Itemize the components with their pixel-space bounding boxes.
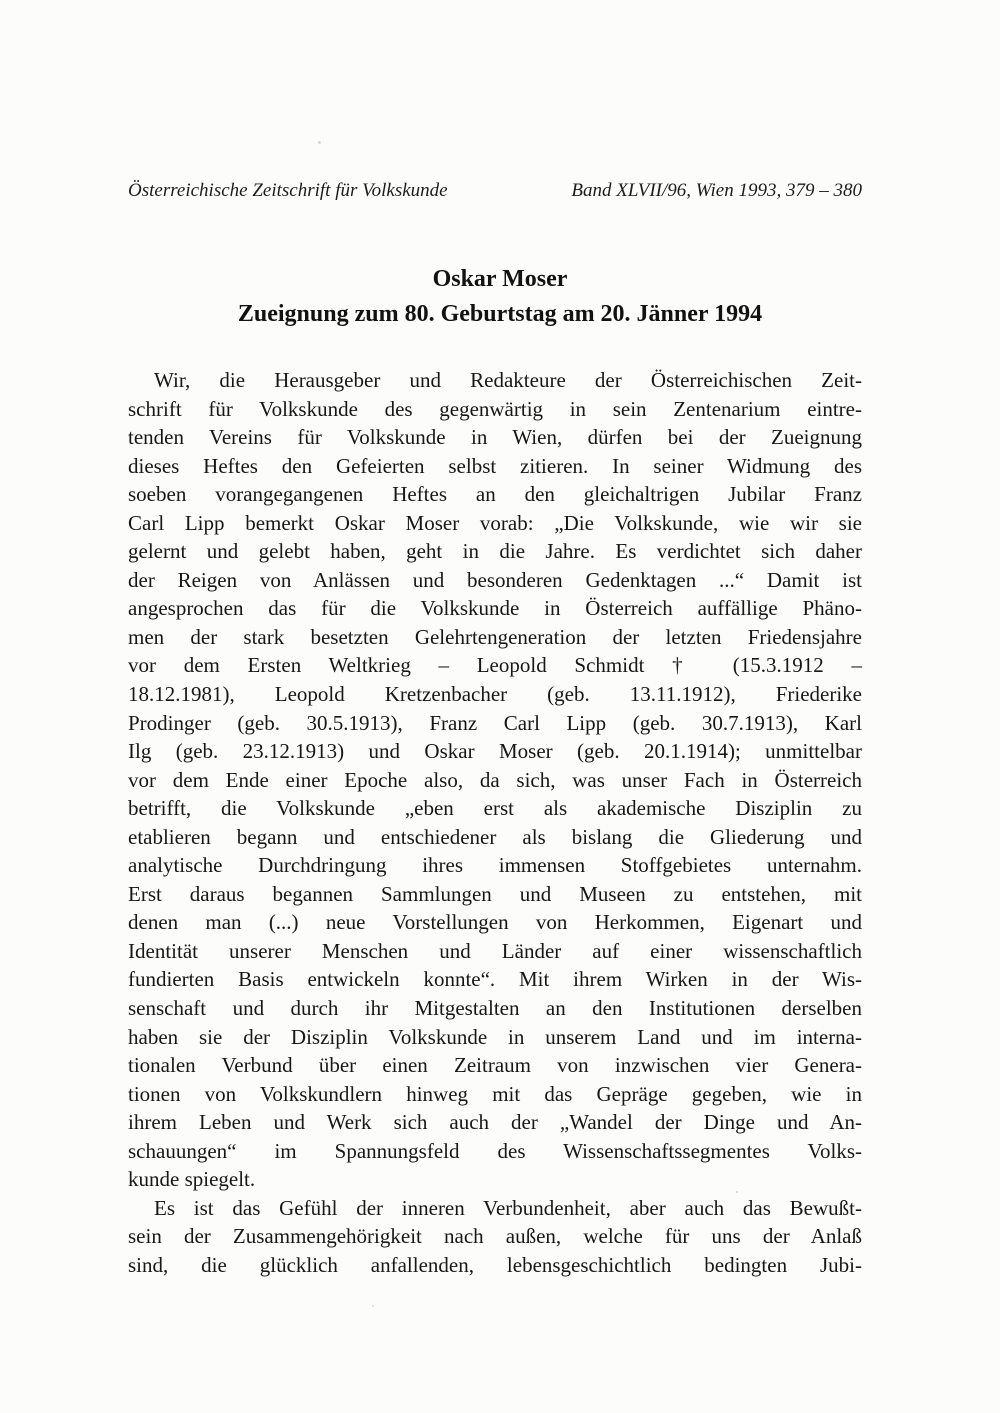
text-line: tionen von Volkskundlern hinweg mit das Gepräge gegeben, wie in xyxy=(128,1081,862,1106)
text-line: analytische Durchdringung ihres immensen Stoffgebietes unternahm. xyxy=(128,853,862,878)
volume-info: Band XLVII/96, Wien 1993, 379 – 380 xyxy=(571,180,862,201)
text-line: senschaft und durch ihr Mitgestalten an den Institutionen derselben xyxy=(128,996,862,1021)
text-line: kunde spiegelt. xyxy=(128,1167,256,1192)
text-line: tenden Vereins für Volkskunde in Wien, dürfen bei der Zueignung xyxy=(128,425,862,450)
text-line: schauungen“ im Spannungsfeld des Wissenschaftssegmentes Volks- xyxy=(128,1138,862,1163)
journal-title: Österreichische Zeitschrift für Volkskunde xyxy=(128,180,448,201)
text-line: ihrem Leben und Werk sich auch der „Wandel der Dinge und An- xyxy=(128,1110,862,1135)
text-line: gelernt und gelebt haben, geht in die Jahre. Es verdichtet sich daher xyxy=(128,539,862,564)
text-line: dieses Heftes den Gefeierten selbst zitieren. In seiner Widmung des xyxy=(128,453,862,478)
running-head xyxy=(128,180,862,202)
text-line: men der stark besetzten Gelehrtengeneration der letzten Friedensjahre xyxy=(128,624,862,649)
text-line: haben sie der Disziplin Volkskunde in unserem Land und im interna- xyxy=(128,1024,862,1049)
text-line: sein der Zusammengehörigkeit nach außen, welche für uns der Anlaß xyxy=(128,1224,862,1249)
text-line: 18.12.1981), Leopold Kretzenbacher (geb. 13.11.1912), Friederike xyxy=(128,682,862,707)
text-line: sind, die glücklich anfallenden, lebensgeschichtlich bedingten Jubi- xyxy=(128,1252,862,1277)
text-line: Wir, die Herausgeber und Redakteure der Österreichischen Zeit- xyxy=(154,368,862,392)
text-line: Es ist das Gefühl der inneren Verbundenheit, aber auch das Bewußt- xyxy=(154,1195,862,1220)
text-line: angesprochen das für die Volkskunde in Österreich auffällige Phäno- xyxy=(128,596,862,621)
text-line: Prodinger (geb. 30.5.1913), Franz Carl Lipp (geb. 30.7.1913), Karl xyxy=(128,710,862,735)
article-title xyxy=(0,262,1000,332)
text-line: vor dem Ende einer Epoche also, da sich, was unser Fach in Österreich xyxy=(128,767,862,792)
text-line: fundierten Basis entwickeln konnte“. Mit ihrem Wirken in der Wis- xyxy=(128,967,862,992)
scan-speck xyxy=(736,1191,738,1193)
text-line: der Reigen von Anlässen und besonderen Gedenktagen ...“ Damit ist xyxy=(128,567,862,592)
text-line: Carl Lipp bemerkt Oskar Moser vorab: „Die Volkskunde, wie wir sie xyxy=(128,510,862,535)
text-line: betrifft, die Volkskunde „eben erst als akademische Disziplin zu xyxy=(128,796,862,821)
scan-speck xyxy=(318,141,321,144)
text-line: etablieren begann und entschiedener als bislang die Gliederung und xyxy=(128,824,862,849)
text-line: tionalen Verbund über einen Zeitraum von inzwischen vier Genera- xyxy=(128,1053,862,1078)
scan-speck xyxy=(372,1305,374,1307)
article-title-subtitle: Zueignung zum 80. Geburtstag am 20. Jänner 1994 xyxy=(237,301,763,327)
text-line: schrift für Volkskunde des gegenwärtig in sein Zentenarium eintre- xyxy=(128,396,862,421)
text-line: vor dem Ersten Weltkrieg – Leopold Schmidt † (15.3.1912 – xyxy=(128,653,862,678)
article-body xyxy=(128,366,862,1280)
text-line: Erst daraus begannen Sammlungen und Museen zu entstehen, mit xyxy=(128,881,862,906)
text-line: soeben vorangegangenen Heftes an den gleichaltrigen Jubilar Franz xyxy=(128,482,862,507)
text-line: denen man (...) neue Vorstellungen von Herkommen, Eigenart und xyxy=(128,910,862,935)
article-title-name: Oskar Moser xyxy=(432,266,568,292)
text-line: Identität unserer Menschen und Länder auf einer wissenschaftlich xyxy=(128,938,862,963)
text-line: Ilg (geb. 23.12.1913) und Oskar Moser (geb. 20.1.1914); unmittelbar xyxy=(128,739,862,764)
